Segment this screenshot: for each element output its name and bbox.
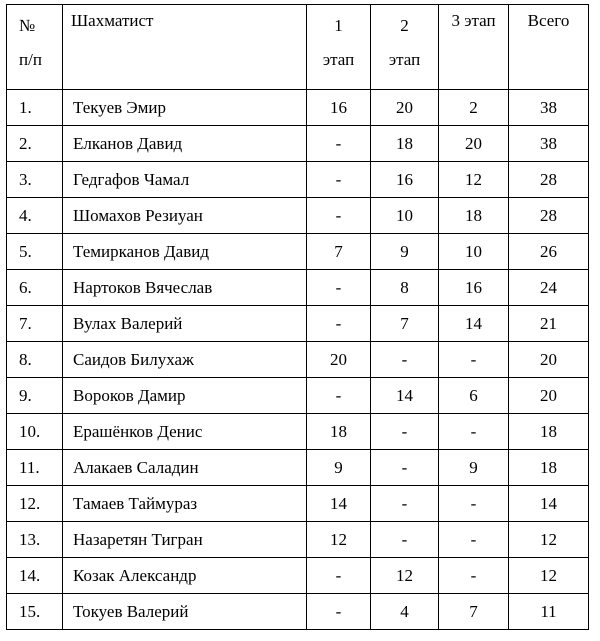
stage-1-score: 14 bbox=[307, 486, 371, 522]
stage-1-score: 9 bbox=[307, 450, 371, 486]
stage-1-score: 16 bbox=[307, 90, 371, 126]
stage-3-score: 9 bbox=[439, 450, 509, 486]
row-number: 11. bbox=[7, 450, 63, 486]
stage-3-score: - bbox=[439, 414, 509, 450]
stage-2-score: 7 bbox=[371, 306, 439, 342]
total-score: 12 bbox=[509, 558, 589, 594]
row-number: 5. bbox=[7, 234, 63, 270]
stage-2-score: 14 bbox=[371, 378, 439, 414]
stage-3-score: 7 bbox=[439, 594, 509, 630]
player-name: Елканов Давид bbox=[63, 126, 307, 162]
stage-2-score: 12 bbox=[371, 558, 439, 594]
header-stage-1-number: 1 bbox=[334, 16, 343, 35]
stage-3-score: - bbox=[439, 342, 509, 378]
header-player: Шахматист bbox=[63, 5, 307, 90]
row-number: 4. bbox=[7, 198, 63, 234]
header-number bbox=[7, 5, 63, 90]
header-stage-2-word: этап bbox=[388, 50, 421, 69]
stage-2-score: - bbox=[371, 450, 439, 486]
total-score: 24 bbox=[509, 270, 589, 306]
stage-2-score: 9 bbox=[371, 234, 439, 270]
results-table bbox=[6, 4, 589, 630]
header-stage-3: 3 этап bbox=[439, 5, 509, 90]
stage-1-score: - bbox=[307, 270, 371, 306]
stage-1-score: 12 bbox=[307, 522, 371, 558]
table-row bbox=[7, 486, 589, 522]
table-row bbox=[7, 90, 589, 126]
header-number-abbr: п/п bbox=[19, 50, 42, 69]
stage-2-score: 18 bbox=[371, 126, 439, 162]
total-score: 26 bbox=[509, 234, 589, 270]
stage-3-score: 16 bbox=[439, 270, 509, 306]
stage-2-score: - bbox=[371, 414, 439, 450]
table-row bbox=[7, 450, 589, 486]
total-score: 11 bbox=[509, 594, 589, 630]
header-row bbox=[7, 5, 589, 90]
row-number: 15. bbox=[7, 594, 63, 630]
row-number: 7. bbox=[7, 306, 63, 342]
stage-1-score: 18 bbox=[307, 414, 371, 450]
stage-3-score: - bbox=[439, 558, 509, 594]
player-name: Саидов Билухаж bbox=[63, 342, 307, 378]
total-score: 38 bbox=[509, 126, 589, 162]
header-stage-1-word: этап bbox=[322, 50, 355, 69]
table-row bbox=[7, 378, 589, 414]
stage-3-score: 2 bbox=[439, 90, 509, 126]
stage-2-score: 10 bbox=[371, 198, 439, 234]
stage-3-score: - bbox=[439, 486, 509, 522]
table-row bbox=[7, 558, 589, 594]
player-name: Нартоков Вячеслав bbox=[63, 270, 307, 306]
table-row bbox=[7, 198, 589, 234]
table-row bbox=[7, 162, 589, 198]
stage-1-score: - bbox=[307, 306, 371, 342]
total-score: 18 bbox=[509, 450, 589, 486]
player-name: Текуев Эмир bbox=[63, 90, 307, 126]
total-score: 18 bbox=[509, 414, 589, 450]
total-score: 20 bbox=[509, 342, 589, 378]
row-number: 2. bbox=[7, 126, 63, 162]
stage-3-score: 18 bbox=[439, 198, 509, 234]
row-number: 10. bbox=[7, 414, 63, 450]
stage-2-score: - bbox=[371, 486, 439, 522]
player-name: Гедгафов Чамал bbox=[63, 162, 307, 198]
stage-2-score: 8 bbox=[371, 270, 439, 306]
stage-2-score: 4 bbox=[371, 594, 439, 630]
stage-3-score: - bbox=[439, 522, 509, 558]
header-total: Всего bbox=[509, 5, 589, 90]
total-score: 20 bbox=[509, 378, 589, 414]
row-number: 3. bbox=[7, 162, 63, 198]
player-name: Назаретян Тигран bbox=[63, 522, 307, 558]
table-row bbox=[7, 306, 589, 342]
stage-2-score: - bbox=[371, 342, 439, 378]
stage-1-score: - bbox=[307, 198, 371, 234]
player-name: Ерашёнков Денис bbox=[63, 414, 307, 450]
row-number: 8. bbox=[7, 342, 63, 378]
stage-1-score: - bbox=[307, 126, 371, 162]
stage-2-score: 20 bbox=[371, 90, 439, 126]
header-stage-2-number: 2 bbox=[400, 16, 409, 35]
stage-1-score: - bbox=[307, 162, 371, 198]
stage-1-score: - bbox=[307, 378, 371, 414]
stage-2-score: 16 bbox=[371, 162, 439, 198]
table-row bbox=[7, 234, 589, 270]
total-score: 21 bbox=[509, 306, 589, 342]
player-name: Козак Александр bbox=[63, 558, 307, 594]
row-number: 13. bbox=[7, 522, 63, 558]
player-name: Темирканов Давид bbox=[63, 234, 307, 270]
table-row bbox=[7, 126, 589, 162]
stage-1-score: - bbox=[307, 594, 371, 630]
table-row bbox=[7, 342, 589, 378]
header-stage-2 bbox=[371, 5, 439, 90]
table-row bbox=[7, 522, 589, 558]
stage-3-score: 10 bbox=[439, 234, 509, 270]
total-score: 12 bbox=[509, 522, 589, 558]
player-name: Вороков Дамир bbox=[63, 378, 307, 414]
stage-2-score: - bbox=[371, 522, 439, 558]
row-number: 12. bbox=[7, 486, 63, 522]
player-name: Шомахов Резиуан bbox=[63, 198, 307, 234]
table-row bbox=[7, 414, 589, 450]
stage-3-score: 14 bbox=[439, 306, 509, 342]
stage-1-score: 7 bbox=[307, 234, 371, 270]
results-table-body bbox=[7, 5, 589, 630]
header-number-symbol: № bbox=[19, 16, 36, 35]
table-row bbox=[7, 594, 589, 630]
stage-1-score: 20 bbox=[307, 342, 371, 378]
total-score: 14 bbox=[509, 486, 589, 522]
player-name: Алакаев Саладин bbox=[63, 450, 307, 486]
player-name: Токуев Валерий bbox=[63, 594, 307, 630]
row-number: 14. bbox=[7, 558, 63, 594]
row-number: 9. bbox=[7, 378, 63, 414]
stage-3-score: 6 bbox=[439, 378, 509, 414]
table-row bbox=[7, 270, 589, 306]
stage-1-score: - bbox=[307, 558, 371, 594]
total-score: 28 bbox=[509, 198, 589, 234]
total-score: 28 bbox=[509, 162, 589, 198]
stage-3-score: 12 bbox=[439, 162, 509, 198]
row-number: 1. bbox=[7, 90, 63, 126]
player-name: Вулах Валерий bbox=[63, 306, 307, 342]
row-number: 6. bbox=[7, 270, 63, 306]
header-stage-1 bbox=[307, 5, 371, 90]
stage-3-score: 20 bbox=[439, 126, 509, 162]
total-score: 38 bbox=[509, 90, 589, 126]
player-name: Тамаев Таймураз bbox=[63, 486, 307, 522]
